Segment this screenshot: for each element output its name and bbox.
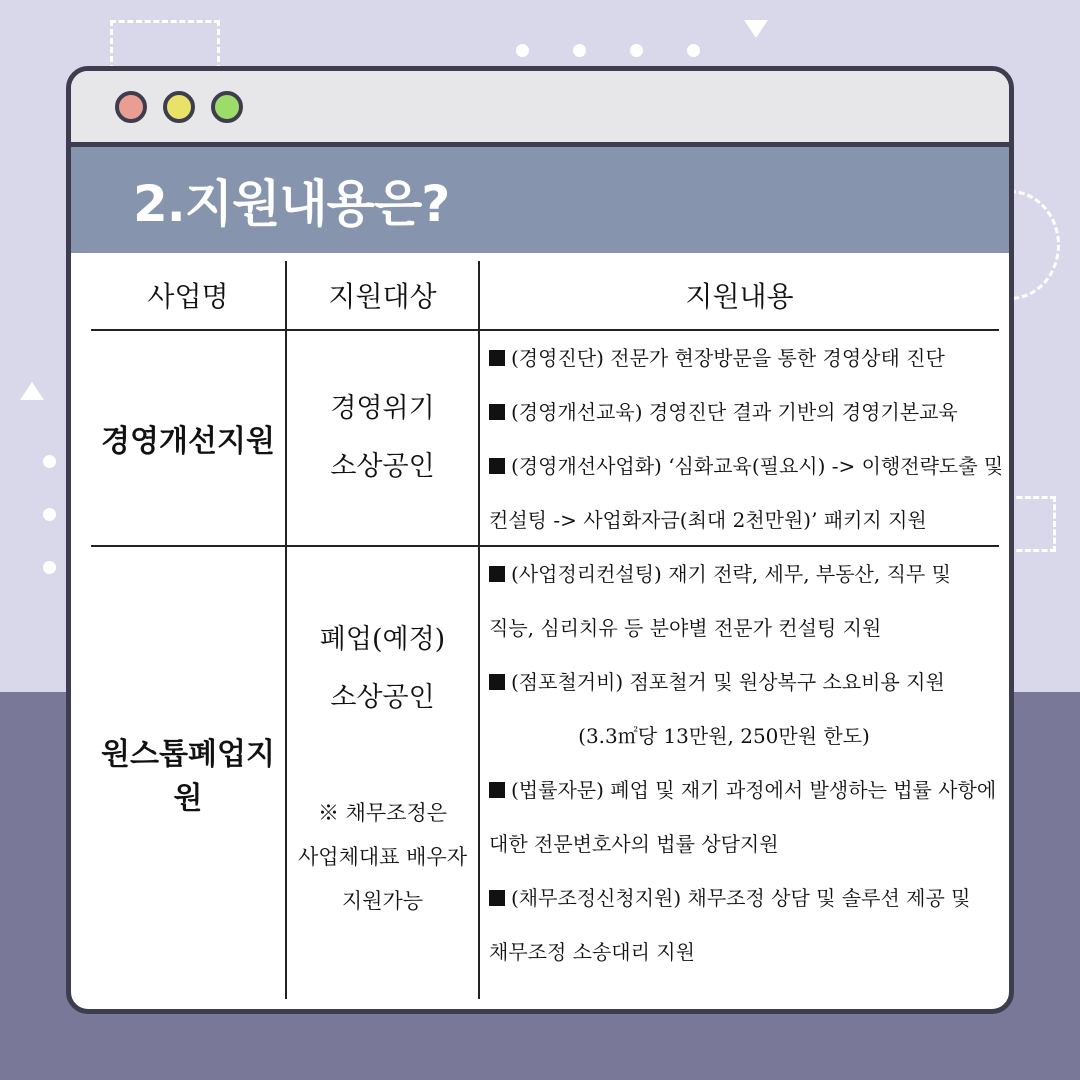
content-text: (경영개선사업화) ‘심화교육(필요시) -> 이행전략도출 및 — [511, 454, 1004, 478]
maximize-dot-icon — [211, 91, 243, 123]
decorative-triangle-up-icon — [20, 382, 44, 400]
row2-note-line: 사업체대표 배우자 — [298, 845, 467, 869]
row2-project-name: 원스톱폐업지원 — [101, 737, 275, 816]
row2-target-line: 폐업(예정) — [319, 624, 446, 655]
content-line — [489, 763, 999, 817]
content-line — [489, 547, 999, 601]
content-line — [489, 439, 1004, 493]
header-content: 지원내용 — [685, 280, 794, 313]
table-divider — [478, 261, 480, 999]
window-titlebar — [71, 71, 1009, 147]
content-line — [489, 385, 999, 439]
content-line — [489, 817, 999, 871]
content-text: 대한 전문변호사의 법률 상담지원 — [489, 832, 779, 856]
content-text: 컨설팅 -> 사업화자금(최대 2천만원)’ 패키지 지원 — [489, 508, 927, 532]
row2-target — [287, 599, 478, 739]
bullet-square-icon — [489, 566, 505, 582]
browser-window — [66, 66, 1014, 1014]
header-target: 지원대상 — [328, 280, 437, 313]
content-line — [489, 925, 999, 979]
row2-note-line: 지원가능 — [341, 889, 424, 913]
content-line — [489, 871, 999, 925]
content-text: (경영개선교육) 경영진단 결과 기반의 경영기본교육 — [511, 400, 958, 424]
row1-target-line: 경영위기 — [330, 393, 435, 424]
decorative-dots-row — [516, 44, 700, 57]
content-text: (법률자문) 폐업 및 재기 과정에서 발생하는 법률 사항에 — [511, 778, 997, 802]
bullet-square-icon — [489, 782, 505, 798]
bullet-square-icon — [489, 404, 505, 420]
bullet-square-icon — [489, 890, 505, 906]
row2-note-line: ※ 채무조정은 — [317, 801, 448, 825]
close-dot-icon — [115, 91, 147, 123]
row2-content — [489, 547, 999, 979]
content-text: (점포철거비) 점포철거 및 원상복구 소요비용 지원 — [511, 670, 945, 694]
bullet-square-icon — [489, 350, 505, 366]
support-table — [71, 253, 1009, 1013]
content-line — [489, 493, 999, 547]
row2-target-line: 소상공인 — [330, 682, 435, 713]
row1-content — [489, 331, 1004, 547]
page-title: 2.지원내용은? — [133, 175, 450, 233]
row2-note — [287, 787, 478, 927]
content-line — [489, 709, 999, 763]
row1-project-name: 경영개선지원 — [101, 424, 275, 459]
content-line — [489, 331, 999, 385]
content-line — [489, 601, 999, 655]
header-project-name: 사업명 — [147, 280, 229, 313]
content-text: 채무조정 소송대리 지원 — [489, 940, 695, 964]
bullet-square-icon — [489, 458, 505, 474]
content-line — [489, 655, 999, 709]
content-text: (3.3㎡당 13만원, 250만원 한도) — [578, 724, 870, 748]
decorative-dashed-frame-right — [1008, 496, 1056, 552]
content-text: 직능, 심리치유 등 분야별 전문가 컨설팅 지원 — [489, 616, 882, 640]
heading-band — [71, 147, 1009, 253]
decorative-dots-column — [43, 455, 56, 574]
content-text: (경영진단) 전문가 현장방문을 통한 경영상태 진단 — [511, 346, 945, 370]
content-text: (채무조정신청지원) 채무조정 상담 및 솔루션 제공 및 — [511, 886, 971, 910]
row1-target-line: 소상공인 — [330, 451, 435, 482]
content-text: (사업정리컨설팅) 재기 전략, 세무, 부동산, 직무 및 — [511, 562, 951, 586]
row1-target — [287, 331, 478, 545]
minimize-dot-icon — [163, 91, 195, 123]
bullet-square-icon — [489, 674, 505, 690]
decorative-triangle-down-icon — [744, 20, 768, 38]
